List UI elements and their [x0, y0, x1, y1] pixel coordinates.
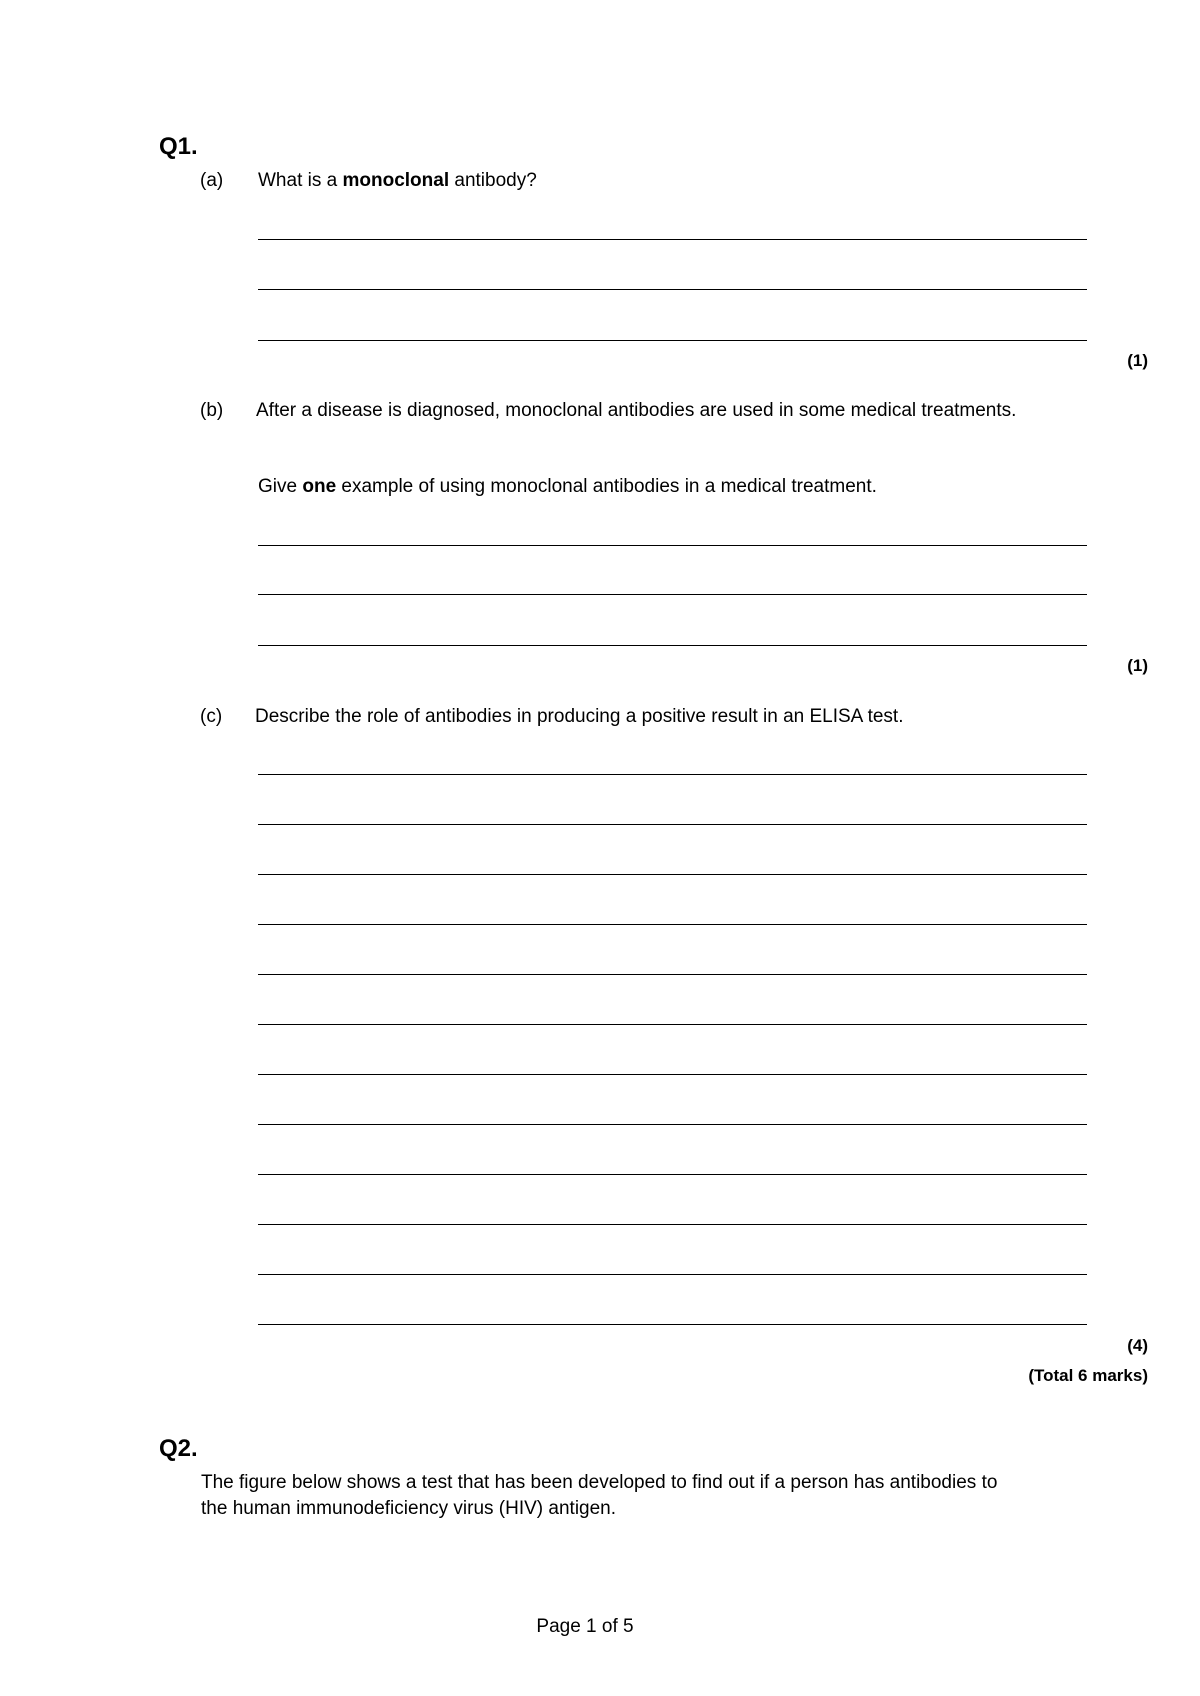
part-a-label: (a) [200, 170, 224, 191]
answer-line[interactable] [258, 289, 1087, 290]
answer-line[interactable] [258, 340, 1087, 341]
part-b-prompt: Give one example of using monoclonal antibodies in a medical treatment. [258, 476, 877, 497]
answer-line[interactable] [258, 774, 1087, 775]
total-marks: (Total 6 marks) [1028, 1366, 1148, 1385]
answer-line[interactable] [258, 974, 1087, 975]
question-2-heading: Q2. [159, 1435, 198, 1462]
answer-line[interactable] [258, 1174, 1087, 1175]
part-a-question: What is a monoclonal antibody? [258, 170, 537, 191]
part-b-intro: After a disease is diagnosed, monoclonal antibodies are used in some medical treatments. [256, 400, 1017, 421]
part-c-marks: (4) [1127, 1336, 1148, 1355]
answer-line[interactable] [258, 1324, 1087, 1325]
answer-line[interactable] [258, 824, 1087, 825]
answer-line[interactable] [258, 594, 1087, 595]
answer-line[interactable] [258, 1024, 1087, 1025]
part-b-marks: (1) [1127, 656, 1148, 675]
answer-line[interactable] [258, 924, 1087, 925]
answer-line[interactable] [258, 1124, 1087, 1125]
part-c-question: Describe the role of antibodies in producing a positive result in an ELISA test. [255, 706, 904, 727]
part-a-marks: (1) [1127, 351, 1148, 370]
page-number: Page 1 of 5 [536, 1616, 634, 1637]
part-c-label: (c) [200, 706, 223, 727]
answer-line[interactable] [258, 239, 1087, 240]
answer-line[interactable] [258, 1224, 1087, 1225]
answer-line[interactable] [258, 1274, 1087, 1275]
question-2-text: The figure below shows a test that has been developed to find out if a person has antibodies to the human immunodeficiency virus (HIV) antigen. [201, 1472, 998, 1519]
part-b-label: (b) [200, 400, 224, 421]
answer-line[interactable] [258, 874, 1087, 875]
answer-line[interactable] [258, 1074, 1087, 1075]
question-1-heading: Q1. [159, 133, 198, 160]
answer-line[interactable] [258, 545, 1087, 546]
answer-line[interactable] [258, 645, 1087, 646]
